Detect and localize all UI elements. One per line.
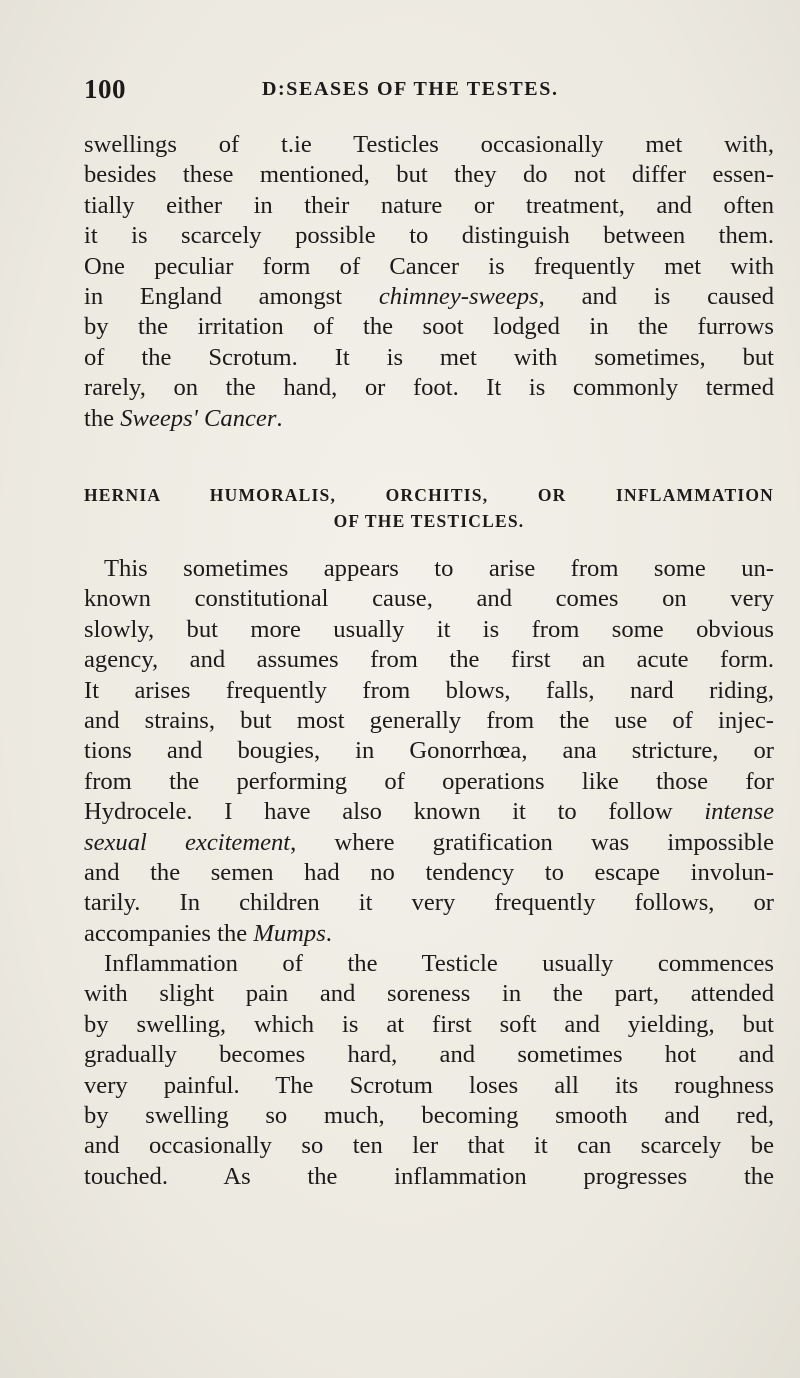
page-number: 100 (84, 74, 126, 104)
italic-term: Mumps (253, 919, 326, 947)
text-line (84, 919, 774, 949)
text-run: . (276, 404, 283, 432)
text-line: from the performing of operations like those for (84, 767, 774, 795)
paragraph-1 (84, 130, 774, 434)
text-line: by the irritation of the soot lodged in the furrows (84, 313, 774, 341)
text-line: slowly, but more usually it is from some obvious (84, 615, 774, 643)
text-line: tially either in their nature or treatment, and often (84, 191, 774, 219)
text-line (84, 797, 774, 827)
paragraph-3 (84, 949, 774, 1192)
text-run: Hydrocele. I have also known it to follow (84, 798, 705, 826)
text-line: agency, and assumes from the first an acute form. (84, 646, 774, 674)
text-line: and strains, but most generally from the use of injec- (84, 706, 774, 734)
text-line: and the semen had no tendency to escape involun- (84, 858, 774, 886)
text-line (84, 404, 774, 434)
text-run: accompanies the (84, 919, 254, 947)
text-line: it is scarcely possible to distinguish between them. (84, 222, 774, 250)
text-line: very painful. The Scrotum loses all its roughness (84, 1071, 774, 1099)
italic-term: sexual excitement (84, 828, 291, 856)
text-line (84, 282, 774, 312)
text-line: besides these mentioned, but they do not differ essen- (84, 161, 774, 189)
text-run: , where gratification was impossible (290, 828, 774, 856)
text-run: . (325, 919, 332, 947)
text-line: It arises frequently from blows, falls, nard riding, (84, 676, 774, 704)
section-heading (84, 482, 774, 534)
text-line: tions and bougies, in Gonorrhœa, ana stricture, or (84, 737, 774, 765)
running-head (84, 74, 774, 110)
text-run: the (84, 404, 121, 432)
italic-term: intense (704, 798, 774, 826)
text-line: and occasionally so ten ler that it can scarcely be (84, 1132, 774, 1160)
italic-term: Sweeps' Cancer (120, 404, 277, 432)
text-line: This sometimes appears to arise from some un- (104, 555, 774, 582)
text-run: in England amongst (84, 282, 379, 310)
text-line (84, 828, 774, 858)
text-line: touched. As the inflammation progresses the (84, 1162, 774, 1190)
text-line: swellings of t.ie Testicles occasionally met with, (84, 131, 774, 158)
heading-line: HERNIA HUMORALIS, ORCHITIS, OR INFLAMMATION (84, 485, 774, 505)
text-line: with slight pain and soreness in the part, attended (84, 980, 774, 1008)
text-line: Inflammation of the Testicle usually commences (104, 950, 774, 977)
text-line: by swelling, which is at first soft and yielding, but (84, 1010, 774, 1038)
text-line: tarily. In children it very frequently follows, or (84, 889, 774, 917)
text-run: , and is caused (538, 282, 775, 310)
running-title: D:SEASES OF THE TESTES. (262, 78, 559, 100)
italic-term: chimney-sweeps (378, 282, 539, 310)
text-line: rarely, on the hand, or foot. It is commonly termed (84, 374, 774, 402)
text-line: gradually becomes hard, and sometimes hot and (84, 1041, 774, 1069)
paragraph-2 (84, 554, 774, 949)
text-line: of the Scrotum. It is met with sometimes, but (84, 343, 774, 371)
text-line: by swelling so much, becoming smooth and red, (84, 1101, 774, 1129)
heading-line: OF THE TESTICLES. (333, 511, 525, 531)
text-line: known constitutional cause, and comes on very (84, 585, 774, 613)
text-line: One peculiar form of Cancer is frequently met with (84, 252, 774, 280)
